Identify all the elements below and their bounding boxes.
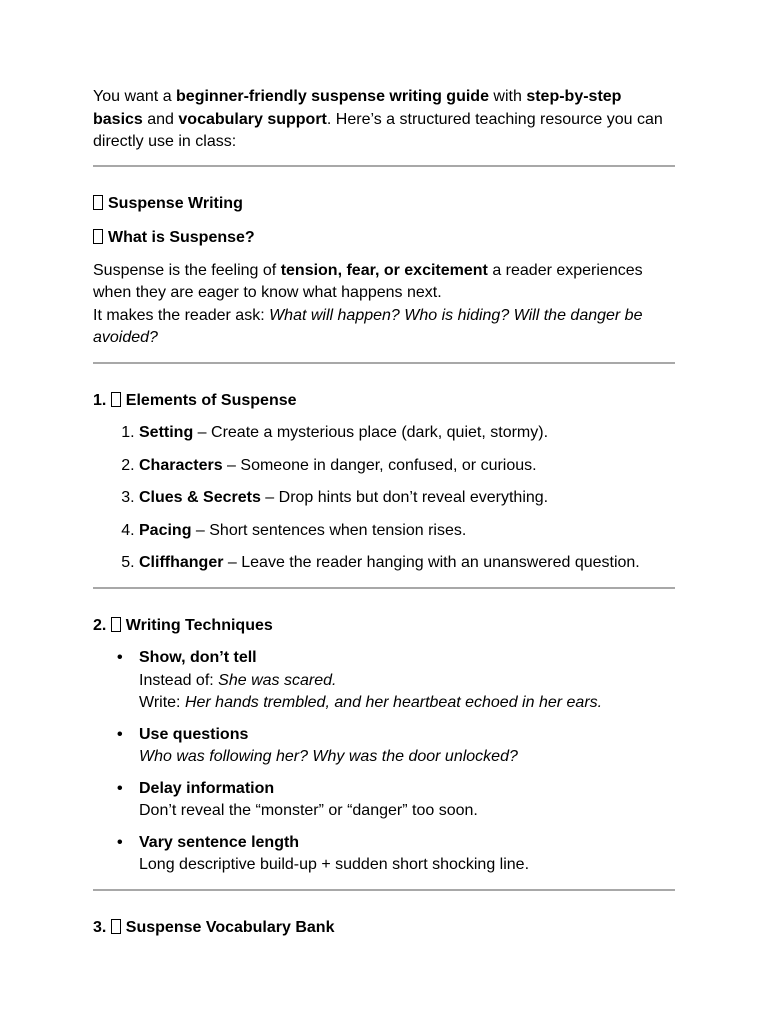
bullet-icon: • [117, 725, 123, 743]
section-number: 2. [93, 616, 107, 634]
intro-text: with [488, 88, 527, 105]
technique-italic: Who was following her? Why was the door unlocked? [139, 748, 518, 765]
technique-text: Write: [139, 694, 185, 711]
element-desc: – Someone in danger, confused, or curious. [222, 456, 537, 474]
element-desc: – Create a mysterious place (dark, quiet, stormy). [193, 424, 549, 441]
intro-bold-guide: beginner-friendly suspense writing guide [176, 88, 489, 105]
element-term: Setting [139, 424, 194, 441]
document-title-text: Suspense Writing [108, 194, 243, 212]
technique-title: Vary sentence length [139, 833, 300, 851]
section-heading-text: Elements of Suspense [125, 391, 297, 409]
section-heading-text: What is Suspense? [108, 229, 255, 246]
technique-italic: She was scared. [218, 671, 337, 689]
section-heading-text: Suspense Vocabulary Bank [125, 918, 335, 936]
technique-title: Delay information [139, 779, 275, 797]
bullet-icon: • [117, 833, 123, 851]
element-desc: – Leave the reader hanging with an unanswered question. [223, 554, 640, 571]
document-title [93, 193, 675, 216]
technique-text: Don’t reveal the “monster” or “danger” too soon. [139, 802, 478, 819]
list-item [139, 455, 675, 478]
list-item [117, 832, 675, 877]
definition-text: It makes the reader ask: [93, 306, 270, 324]
section-number: 3. [93, 918, 107, 936]
list-item [117, 778, 675, 823]
books-icon [111, 919, 121, 934]
definition-italic: What will happen? Who is hiding? Will the danger be avoided? [93, 306, 643, 346]
suspense-definition [93, 260, 675, 350]
technique-text: Long descriptive build-up + sudden short shocking line. [139, 856, 530, 873]
list-item [139, 552, 675, 575]
intro-bold-vocab: vocabulary support [178, 110, 327, 128]
list-item [117, 647, 675, 715]
list-item [139, 422, 675, 445]
list-item [139, 487, 675, 510]
key-icon [111, 392, 121, 407]
element-desc: – Short sentences when tension rises. [191, 521, 467, 539]
horizontal-divider [93, 362, 675, 364]
document-body [93, 86, 675, 939]
element-term: Clues & Secrets [139, 489, 261, 506]
section-number: 1. [93, 391, 107, 409]
intro-paragraph [93, 86, 675, 154]
section-heading-elements [93, 390, 675, 413]
list-item [117, 724, 675, 769]
element-term: Cliffhanger [139, 554, 224, 571]
horizontal-divider [93, 889, 675, 891]
bullet-icon: • [117, 649, 123, 666]
section-heading-text: Writing Techniques [125, 616, 273, 634]
bullet-icon: • [117, 779, 123, 797]
pencil-icon [111, 617, 121, 632]
element-term: Characters [139, 456, 223, 474]
techniques-list [93, 647, 675, 877]
definition-text: a reader experiences when they are eager to know what happens next. [93, 261, 643, 301]
definition-bold: tension, fear, or excitement [280, 261, 488, 279]
horizontal-divider [93, 587, 675, 589]
definition-text: Suspense is the feeling of [93, 261, 281, 279]
intro-text: You want a [93, 88, 177, 105]
horizontal-divider [93, 165, 675, 167]
element-desc: – Drop hints but don’t reveal everything. [260, 489, 549, 506]
section-heading-vocab [93, 917, 675, 940]
elements-list [93, 422, 675, 575]
intro-bold-basics: step-by-step basics [93, 88, 622, 128]
book-icon [93, 195, 103, 210]
intro-text: . Here’s a structured teaching resource you can directly use in class: [93, 110, 663, 150]
technique-title: Show, don’t tell [139, 649, 257, 666]
question-icon [93, 229, 103, 244]
list-item [139, 520, 675, 543]
technique-text: Instead of: [139, 671, 219, 689]
intro-text: and [142, 110, 179, 128]
section-heading-techniques [93, 615, 675, 638]
technique-italic: Her hands trembled, and her heartbeat echoed in her ears. [184, 694, 603, 711]
section-heading-what-is [93, 227, 675, 250]
element-term: Pacing [139, 521, 192, 539]
technique-title: Use questions [139, 725, 249, 743]
